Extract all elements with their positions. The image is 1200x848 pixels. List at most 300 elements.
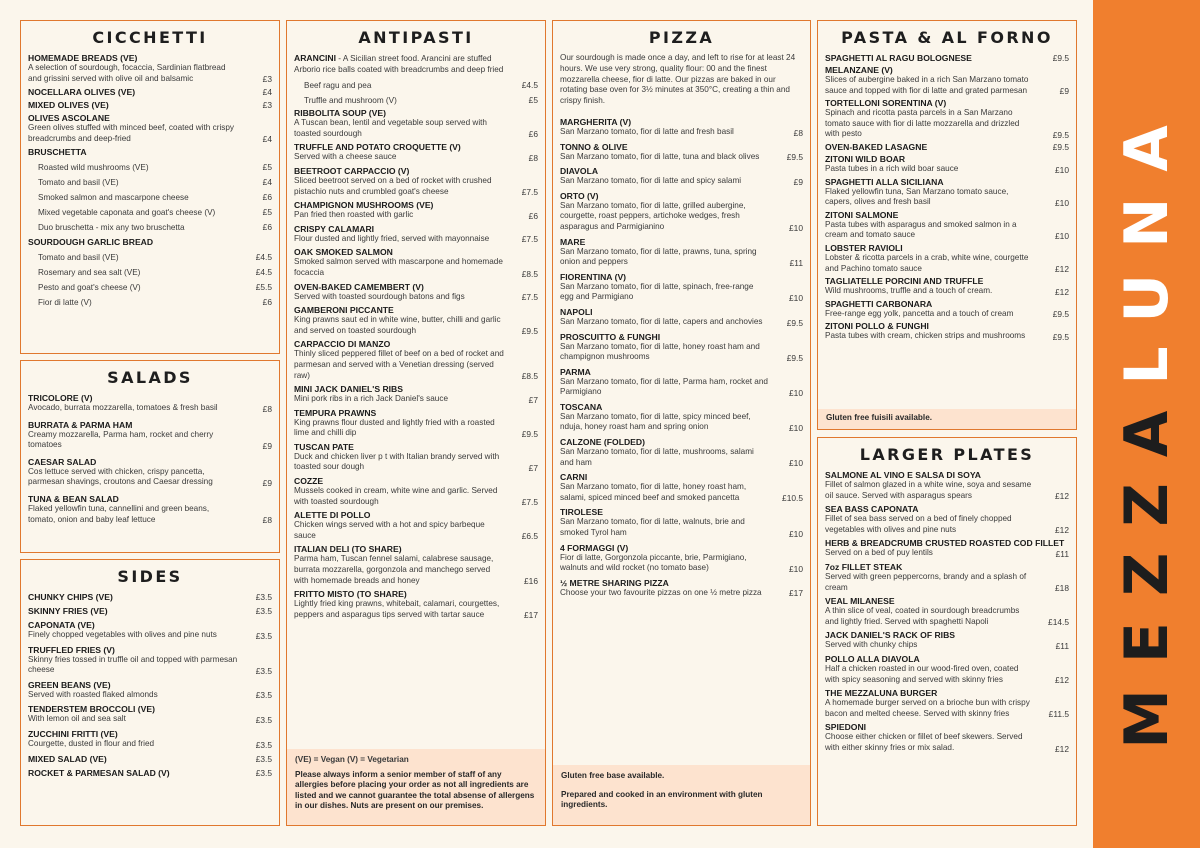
- item-name: ZITONI WILD BOAR: [825, 153, 906, 164]
- menu-sub-item: [28, 175, 272, 190]
- item-description: Avocado, burrata mozzarella, tomatoes & fresh basil: [28, 403, 218, 412]
- allergy-panel: [287, 749, 545, 825]
- menu-item: [560, 307, 803, 328]
- item-price: £12: [1055, 743, 1069, 754]
- salads-title: SALADS: [107, 368, 193, 387]
- cicchetti-title: CICCHETTI: [92, 28, 208, 47]
- menu-item: [560, 272, 803, 303]
- item-description: Cos lettuce served with chicken, crispy pancetta, parmesan shavings, croutons and Caesar dressing: [28, 466, 213, 487]
- item-price: £10: [1055, 230, 1069, 241]
- antipasti-title: ANTIPASTI: [358, 28, 474, 47]
- item-description: Served on a bed of puy lentils: [825, 548, 933, 558]
- menu-item: [294, 282, 538, 303]
- item-price: £10: [1055, 164, 1069, 175]
- item-price: £9.5: [1052, 309, 1069, 320]
- item-description: Served with roasted flaked almonds: [28, 689, 158, 699]
- sub-item-price: £5: [262, 162, 272, 173]
- pasta-title: PASTA & AL FORNO: [841, 28, 1053, 47]
- item-description: Finely chopped vegetables with olives and pine nuts: [28, 630, 217, 639]
- item-description: Lightly fried king prawns, whitebait, calamari, courgettes, peppers and asparagus tips served with tartar sauce: [294, 599, 500, 619]
- sub-item-label: Roasted wild mushrooms (VE): [38, 163, 149, 173]
- menu-item: [294, 200, 538, 221]
- item-price: £6: [528, 210, 538, 221]
- item-name: SPAGHETTI AL RAGU BOLOGNESE: [825, 53, 972, 63]
- item-price: £7.5: [521, 234, 538, 245]
- item-description: Pasta tubes with cream, chicken strips and mushrooms: [825, 331, 1026, 341]
- item-description: Half a chicken roasted in our wood-fired oven, coated with spicy seasoning and served with skinny fries: [825, 663, 1019, 684]
- item-price: £12: [1055, 264, 1069, 275]
- item-description: Spinach and ricotta pasta parcels in a San Marzano tomato sauce with fior di latte mozzarella and drizzled with pesto: [825, 108, 1020, 139]
- item-description: Creamy mozzarella, Parma ham, rocket and cherry tomatoes: [28, 429, 214, 450]
- item-price: £7.5: [521, 497, 538, 508]
- item-price: £11: [789, 257, 803, 268]
- menu-sub-item: [294, 78, 538, 93]
- menu-item: [825, 654, 1069, 685]
- sub-item-label: Pesto and goat's cheese (V): [38, 283, 141, 293]
- item-description: Mini pork ribs in a rich Jack Daniel's sauce: [294, 394, 448, 404]
- item-price: £12: [1055, 491, 1069, 502]
- item-price: £12: [1055, 675, 1069, 686]
- menu-sub-item: [28, 280, 272, 295]
- item-price: £11: [1055, 640, 1069, 651]
- item-description: Skinny fries tossed in truffle oil and topped with parmesan cheese: [28, 654, 238, 675]
- sub-item-label: Smoked salmon and mascarpone cheese: [38, 193, 189, 203]
- menu-item: [294, 142, 538, 163]
- item-name: PARMA: [560, 366, 591, 377]
- item-price: £6: [528, 129, 538, 140]
- menu-item: [825, 299, 1069, 320]
- item-description: Chicken wings served with a hot and spicy barbeque sauce: [294, 520, 485, 540]
- item-description: Fillet of sea bass served on a bed of finely chopped vegetables with olives and pine nuts: [825, 514, 1012, 534]
- menu-item: [560, 237, 803, 268]
- item-name: OLIVES ASCOLANE: [28, 113, 110, 124]
- item-description: Flaked yellowfin tuna, cannellini and green beans, tomato, onion and baby leaf lettuce: [28, 503, 210, 524]
- item-description: A homemade burger served on a brioche bun with crispy bacon and melted cheese. Served with skinny fries: [825, 698, 1030, 718]
- item-price: £12: [1055, 525, 1069, 536]
- item-description: San Marzano tomato, fior di latte, spicy minced beef, nduja, honey roast ham and spring onion: [560, 411, 751, 432]
- item-description: Courgette, dusted in flour and fried: [28, 738, 155, 748]
- item-name: TENDERSTEM BROCCOLI (VE): [28, 704, 155, 715]
- item-name: BURRATA & PARMA HAM: [28, 419, 133, 430]
- menu-item: [294, 247, 538, 278]
- menu-item: [28, 420, 272, 451]
- item-name: CALZONE (FOLDED): [560, 437, 645, 448]
- menu-sub-item: [28, 250, 272, 265]
- item-price: £9.5: [521, 428, 538, 439]
- menu-item: [294, 408, 538, 439]
- item-name: CHUNKY CHIPS (VE): [28, 592, 113, 602]
- menu-item: [825, 562, 1069, 593]
- item-description: San Marzano tomato, fior di latte, mushrooms, salami and ham: [560, 447, 754, 467]
- item-name: TIROLESE: [560, 507, 603, 518]
- item-name: TRUFFLE AND POTATO CROQUETTE (V): [294, 142, 461, 153]
- item-price: £3.5: [255, 592, 272, 602]
- item-name: HOMEMADE BREADS (VE): [28, 53, 138, 63]
- item-name: CAPONATA (VE): [28, 620, 95, 630]
- menu-item: [825, 596, 1069, 627]
- antipasti-section: [286, 20, 546, 826]
- item-description: Sliced beetroot served on a bed of rocket with crushed pistachio nuts and crumbled goat's cheese: [294, 175, 492, 196]
- menu-item: [28, 680, 272, 701]
- item-price: £18: [1055, 583, 1069, 594]
- item-name: TORTELLONI SORENTINA (V): [825, 98, 947, 109]
- item-name: MELANZANE (V): [825, 65, 893, 75]
- menu-sub-item: [28, 205, 272, 220]
- item-price: £9.5: [1052, 141, 1069, 152]
- menu-item: [294, 589, 538, 620]
- item-price: £9.5: [786, 152, 803, 163]
- menu-item: [28, 620, 272, 641]
- item-price: £9.5: [1052, 53, 1069, 63]
- item-description: Lobster & ricotta parcels in a crab, white wine, courgette and Pachino tomato sauce: [825, 252, 1029, 273]
- item-name: ZITONI POLLO & FUNGHI: [825, 321, 929, 332]
- item-description: Pan fried then roasted with garlic: [294, 210, 414, 220]
- menu-item: [28, 457, 272, 488]
- item-price: £10: [789, 387, 803, 398]
- item-price: £7.5: [521, 292, 538, 303]
- diet-legend: (VE) = Vegan (V) = Vegetarian: [295, 755, 409, 764]
- item-name: ZUCCHINI FRITTI (VE): [28, 728, 118, 739]
- menu-item: [825, 630, 1069, 651]
- menu-item: [560, 578, 803, 599]
- sub-item-price: £4.5: [255, 252, 272, 263]
- allergy-notice: Please always inform a senior member of staff of any allergies before placing your order as not all ingredients are listed and we cannot guarantee the total absense of allergens in our dishes. Nuts are present on our premises.: [295, 769, 535, 811]
- item-name: HERB & BREADCRUMB CRUSTED ROASTED COD FILLET: [825, 538, 1065, 549]
- item-name: TUNA & BEAN SALAD: [28, 493, 119, 504]
- item-description: King prawns flour dusted and lightly fried with a roasted lime and chilli dip: [294, 417, 495, 438]
- menu-sub-item: [28, 295, 272, 310]
- item-price: £3.5: [255, 606, 272, 616]
- menu-item: [28, 754, 272, 764]
- item-description: Flour dusted and lightly fried, served with mayonnaise: [294, 233, 490, 243]
- item-name: SPAGHETTI CARBONARA: [825, 298, 933, 309]
- item-description: A selection of sourdough, focaccia, Sardinian flatbread and grissini served with olive oil and balsamic: [28, 63, 226, 83]
- item-name: OAK SMOKED SALMON: [294, 247, 393, 258]
- item-description: San Marzano tomato, fior di latte, tuna and black olives: [560, 151, 760, 161]
- item-price: £10: [789, 222, 803, 233]
- item-description: - A Sicilian street food. Arancini are stuffed Arborio rice balls coated with breadcrumbs and deep fried: [294, 54, 504, 74]
- item-name: MARGHERITA (V): [560, 116, 632, 127]
- menu-sub-item: [28, 160, 272, 175]
- item-name: MARE: [560, 236, 586, 247]
- sub-item-price: £6: [262, 222, 272, 233]
- menu-item: [28, 645, 272, 676]
- item-description: King prawns saut ed in white wine, butter, chilli and garlic and served on toasted sourdough: [294, 315, 501, 335]
- item-price: £17: [524, 610, 538, 621]
- item-price: £10: [789, 292, 803, 303]
- menu-item: [28, 592, 272, 602]
- sub-item-price: £6: [262, 297, 272, 308]
- item-name: JACK DANIEL'S RACK OF RIBS: [825, 630, 956, 641]
- item-price: £10: [789, 423, 803, 434]
- item-price: £4: [262, 87, 272, 98]
- menu-item: [294, 305, 538, 336]
- item-description: Served with toasted sourdough batons and figs: [294, 291, 465, 301]
- item-description: With lemon oil and sea salt: [28, 714, 126, 724]
- menu-sub-item: [28, 190, 272, 205]
- item-price: £9: [262, 440, 272, 451]
- item-name: MIXED SALAD (VE): [28, 753, 107, 764]
- item-description: Thinly sliced peppered fillet of beef on a bed of rocket and parmesan and served with a Venetian dressing (served raw): [294, 349, 504, 380]
- item-price: £8: [528, 152, 538, 163]
- sub-item-price: £4.5: [521, 80, 538, 91]
- item-name: CHAMPIGNON MUSHROOMS (VE): [294, 200, 434, 211]
- sub-item-label: Beef ragu and pea: [304, 81, 372, 91]
- item-name: SALMONE AL VINO E SALSA DI SOYA: [825, 470, 981, 480]
- item-name: TAGLIATELLE PORCINI AND TRUFFLE: [825, 276, 984, 287]
- item-description: San Marzano tomato, fior di latte, prawns, tuna, spring onion and peppers: [560, 246, 757, 267]
- menu-item: [294, 339, 538, 381]
- menu-item: [294, 108, 538, 139]
- item-price: £9: [1059, 86, 1069, 97]
- menu-sub-item: [28, 265, 272, 280]
- item-description: Pasta tubes with asparagus and smoked salmon in a cream and tomato sauce: [825, 219, 1017, 240]
- item-price: £3.5: [255, 630, 272, 641]
- item-name: OVEN-BAKED CAMEMBERT (V): [294, 281, 424, 292]
- sub-item-label: Truffle and mushroom (V): [304, 96, 397, 106]
- item-price: £3.5: [255, 739, 272, 750]
- item-name: NOCELLARA OLIVES (VE): [28, 87, 136, 98]
- menu-item: [28, 100, 272, 110]
- item-price: £4: [262, 134, 272, 145]
- menu-item: [28, 53, 272, 84]
- item-price: £10: [789, 563, 803, 574]
- item-price: £9.5: [786, 352, 803, 363]
- item-price: £8: [262, 403, 272, 414]
- menu-item: [28, 87, 272, 97]
- item-description: Choose your two favourite pizzas on one ½ metre pizza: [560, 587, 762, 597]
- item-description: San Marzano tomato, fior di latte, spinach, free-range egg and Parmigiano: [560, 281, 754, 302]
- pizza-title: PIZZA: [648, 28, 715, 47]
- item-price: £8: [793, 127, 803, 138]
- menu-item: [294, 166, 538, 197]
- item-price: £9.5: [1052, 331, 1069, 342]
- menu-item: [560, 117, 803, 138]
- item-name: ARANCINI: [294, 53, 337, 63]
- sub-item-label: Duo bruschetta - mix any two bruschetta: [38, 223, 185, 233]
- pizza-section: [552, 20, 811, 826]
- item-price: £7.5: [521, 187, 538, 198]
- item-description: San Marzano tomato, fior di latte, capers and anchovies: [560, 316, 763, 326]
- item-name: SPIEDONI: [825, 722, 867, 733]
- item-price: £9: [793, 176, 803, 187]
- sub-item-price: £5.5: [255, 282, 272, 293]
- sub-item-label: Rosemary and sea salt (VE): [38, 268, 141, 278]
- brand-logo: [1112, 99, 1182, 749]
- menu-item: [825, 504, 1069, 535]
- menu-item: [825, 154, 1069, 175]
- item-price: £3: [262, 100, 272, 111]
- item-name: GREEN BEANS (VE): [28, 679, 111, 690]
- item-description: Served with green peppercorns, brandy and a splash of cream: [825, 571, 1027, 592]
- menu-item: [28, 768, 272, 778]
- cicchetti-section: [20, 20, 280, 354]
- item-name: CARNI: [560, 472, 588, 483]
- menu-item: [294, 224, 538, 245]
- menu-sub-item: [28, 220, 272, 235]
- item-price: £9.5: [786, 317, 803, 328]
- item-name: TRUFFLED FRIES (V): [28, 644, 115, 655]
- menu-item: [560, 191, 803, 233]
- item-name: COZZE: [294, 476, 324, 487]
- item-price: £8.5: [521, 268, 538, 279]
- item-name: 4 FORMAGGI (V): [560, 542, 629, 553]
- menu-item-arancini: [294, 53, 538, 75]
- menu-item: [825, 276, 1069, 297]
- brand-part-mezza: MEZZA: [1111, 384, 1182, 749]
- item-price: £12: [1055, 286, 1069, 297]
- item-description: Choose either chicken or fillet of beef skewers. Served with either skinny fries or mix salad.: [825, 732, 1023, 752]
- item-description: Duck and chicken liver p t with Italian brandy served with toasted sour dough: [294, 451, 500, 472]
- salads-section: [20, 360, 280, 553]
- menu-item: [294, 442, 538, 473]
- item-name: FIORENTINA (V): [560, 271, 627, 282]
- item-price: £9.5: [1052, 129, 1069, 140]
- item-price: £10: [1055, 197, 1069, 208]
- item-price: £8: [262, 515, 272, 526]
- menu-item: [560, 332, 803, 363]
- item-name: LOBSTER RAVIOLI: [825, 242, 903, 253]
- item-name: TONNO & OLIVE: [560, 141, 628, 152]
- sub-item-label: Tomato and basil (VE): [38, 253, 119, 263]
- item-description: Fillet of salmon glazed in a white wine, soya and sesame oil sauce. Served with asparagus spears: [825, 480, 1032, 500]
- menu-item-garlic-bread: [28, 237, 272, 247]
- menu-item: [825, 538, 1069, 559]
- gluten-free-fusilli-note: Gluten free fuisili available.: [826, 413, 933, 422]
- item-name: SPAGHETTI ALLA SICILIANA: [825, 176, 944, 187]
- sub-item-price: £4: [262, 177, 272, 188]
- item-name: CARPACCIO DI MANZO: [294, 339, 391, 350]
- item-price: £3: [262, 74, 272, 85]
- item-price: £14.5: [1048, 617, 1069, 628]
- item-price: £11.5: [1048, 709, 1069, 720]
- item-name: POLLO ALLA DIAVOLA: [825, 653, 920, 664]
- menu-item: [28, 393, 272, 414]
- item-name: OVEN-BAKED LASAGNE: [825, 141, 928, 152]
- gluten-free-base-note: Gluten free base available.: [561, 771, 665, 780]
- menu-item: [294, 544, 538, 586]
- brand-part-luna: LUNA: [1111, 99, 1182, 385]
- item-description: A thin slice of veal, coated in sourdough breadcrumbs and lightly fried. Served with spaghetti Napoli: [825, 606, 1020, 626]
- menu-item: [560, 507, 803, 538]
- menu-item: [825, 722, 1069, 753]
- item-name: FRITTO MISTO (TO SHARE): [294, 589, 407, 600]
- menu-item: [825, 177, 1069, 208]
- menu-item: [825, 210, 1069, 241]
- item-description: Parma ham, Tuscan fennel salami, calabrese sausage, burrata mozzarella, gorgonzola and manchego served with homemade breads and honey: [294, 554, 494, 585]
- item-name: ALETTE DI POLLO: [294, 510, 371, 521]
- pasta-section: [817, 20, 1077, 430]
- item-name: TUSCAN PATE: [294, 441, 354, 452]
- item-name: MINI JACK DANIEL'S RIBS: [294, 384, 403, 395]
- menu-item: [560, 472, 803, 503]
- menu-item: [294, 476, 538, 507]
- item-price: £10: [789, 458, 803, 469]
- item-name: ORTO (V): [560, 190, 599, 201]
- item-name: SEA BASS CAPONATA: [825, 504, 919, 515]
- item-name: SOURDOUGH GARLIC BREAD: [28, 237, 154, 248]
- item-name: NAPOLI: [560, 306, 593, 317]
- sides-title: SIDES: [117, 567, 183, 586]
- menu-item: [825, 98, 1069, 140]
- menu-item: [28, 704, 272, 725]
- item-name: CAESAR SALAD: [28, 456, 97, 467]
- item-description: Smoked salmon served with mascarpone and homemade focaccia: [294, 257, 503, 277]
- item-description: San Marzano tomato, fior di latte and spicy salami: [560, 176, 742, 186]
- item-price: £3.5: [255, 690, 272, 701]
- gluten-environment-note: Prepared and cooked in an environment with gluten ingredients.: [561, 789, 763, 810]
- item-name: VEAL MILANESE: [825, 596, 895, 607]
- brand-strip: [1093, 0, 1200, 848]
- item-name: THE MEZZALUNA BURGER: [825, 688, 938, 699]
- item-price: £10.5: [782, 493, 803, 504]
- item-description: San Marzano tomato, fior di latte, Parma ham, rocket and Parmigiano: [560, 376, 768, 397]
- menu-item: [28, 494, 272, 525]
- item-description: Flaked yellowfin tuna, San Marzano tomato sauce, capers, olives and fresh basil: [825, 186, 1009, 207]
- item-description: Wild mushrooms, truffle and a touch of cream.: [825, 286, 993, 296]
- item-description: Served with a cheese sauce: [294, 152, 397, 162]
- item-name: RIBBOLITA SOUP (VE): [294, 108, 386, 119]
- pizza-intro: Our sourdough is made once a day, and left to rise for at least 24 hours. We use very strong, quality flour: 00 and the finest mozzarella cheese, fior di latte. Our pizzas are baked in our rotating base oven for 3½ minutes at 350°C, creating a thin and crispy finish.: [560, 53, 796, 106]
- menu-item: [825, 688, 1069, 719]
- pasta-notes-panel: [818, 409, 1076, 429]
- item-price: £11: [1055, 548, 1069, 559]
- item-name: 7oz FILLET STEAK: [825, 561, 903, 572]
- larger-plates-title: LARGER PLATES: [859, 445, 1035, 464]
- menu-item: [825, 470, 1069, 501]
- menu-item: [560, 166, 803, 187]
- item-description: Green olives stuffed with minced beef, coated with crispy breadcrumbs and deep-fried: [28, 123, 235, 143]
- item-name: TRICOLORE (V): [28, 393, 93, 403]
- menu-item: [294, 510, 538, 541]
- item-price: £17: [789, 588, 803, 599]
- item-price: £8.5: [521, 371, 538, 382]
- menu-item: [825, 142, 1069, 152]
- item-name: BEETROOT CARPACCIO (V): [294, 165, 410, 176]
- item-description: San Marzano tomato, fior di latte, walnuts, brie and smoked Tyrol ham: [560, 517, 745, 538]
- item-description: San Marzano tomato, fior di latte and fresh basil: [560, 126, 734, 136]
- menu-item: [560, 543, 803, 574]
- menu-item-bruschetta: [28, 147, 272, 157]
- sub-item-label: Fior di latte (V): [38, 298, 92, 308]
- item-description: Pasta tubes in a rich wild boar sauce: [825, 163, 959, 173]
- sub-item-label: Mixed vegetable caponata and goat's cheese (V): [38, 208, 216, 218]
- menu-sub-item: [294, 93, 538, 108]
- menu-item: [28, 113, 272, 144]
- item-price: £9.5: [521, 326, 538, 337]
- item-price: £3.5: [255, 714, 272, 725]
- item-price: £6.5: [521, 531, 538, 542]
- item-name: SKINNY FRIES (VE): [28, 606, 108, 616]
- menu-item: [560, 367, 803, 398]
- pizza-notes-panel: [553, 765, 810, 825]
- item-name: TOSCANA: [560, 401, 603, 412]
- sides-section: [20, 559, 280, 826]
- item-description: San Marzano tomato, fior di latte, grilled aubergine, courgette, roast peppers, artichoke wedges, fresh asparagus and Parmigianino: [560, 200, 746, 231]
- item-description: San Marzano tomato, fior di latte, honey roast ham, salami, spiced minced beef and smoked pancetta: [560, 482, 747, 502]
- item-name: GAMBERONI PICCANTE: [294, 305, 394, 316]
- menu-item: [825, 53, 1069, 63]
- item-price: £16: [524, 576, 538, 587]
- item-description: Mussels cooked in cream, white wine and garlic. Served with toasted sourdough: [294, 486, 498, 506]
- menu-item: [825, 65, 1069, 96]
- item-name: BRUSCHETTA: [28, 147, 87, 158]
- item-name: DIAVOLA: [560, 166, 599, 177]
- menu-item: [560, 402, 803, 433]
- sub-item-price: £4.5: [255, 267, 272, 278]
- item-name: CRISPY CALAMARI: [294, 223, 375, 234]
- item-name: ROCKET & PARMESAN SALAD (V): [28, 767, 170, 778]
